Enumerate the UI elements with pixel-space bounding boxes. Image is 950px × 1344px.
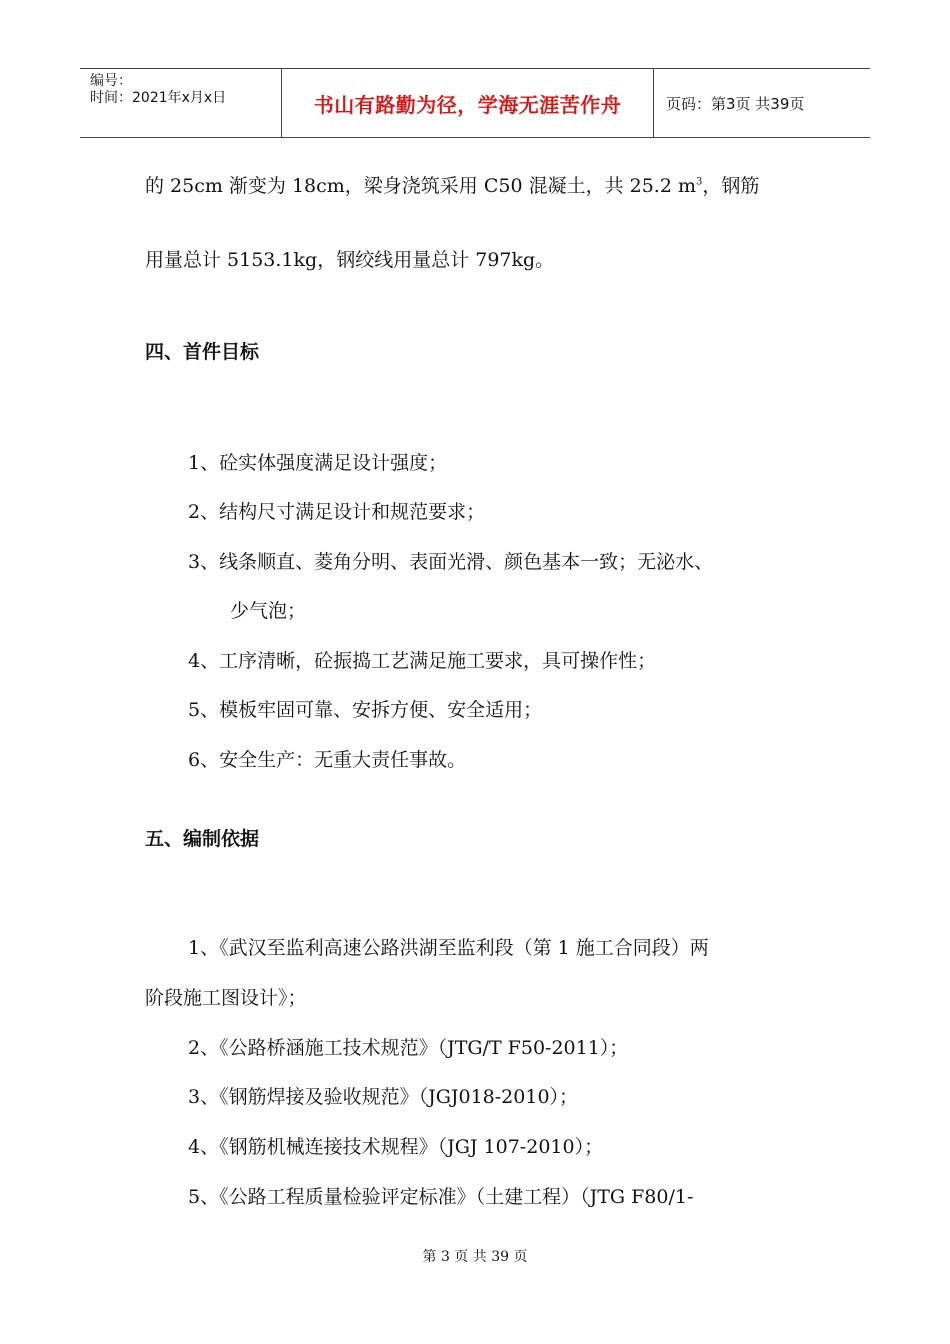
list-item: 3、线条顺直、菱角分明、表面光滑、颜色基本一致；无泌水、 bbox=[188, 551, 714, 573]
list-item: 5、《公路工程质量检验评定标准》（土建工程）（JTG F80/1- bbox=[188, 1186, 694, 1208]
page-footer: 第 3 页 共 39 页 bbox=[422, 1249, 528, 1265]
page-header bbox=[80, 68, 870, 138]
list-item: 2、结构尺寸满足设计和规范要求； bbox=[188, 501, 486, 523]
document-number-label: 编号： bbox=[90, 73, 132, 89]
list-item-continuation: 阶段施工图设计》； bbox=[145, 987, 307, 1009]
list-item: 1、砼实体强度满足设计强度； bbox=[188, 452, 448, 474]
list-item: 6、安全生产：无重大责任事故。 bbox=[188, 749, 467, 771]
header-motto-cell bbox=[282, 69, 654, 137]
list-item: 4、工序清晰，砼振捣工艺满足施工要求，具可操作性； bbox=[188, 650, 657, 672]
header-page-info: 页码：第3页 共39页 bbox=[666, 94, 805, 113]
list-item: 4、《钢筋机械连接技术规程》（JGJ 107-2010）； bbox=[188, 1136, 604, 1158]
list-item: 5、模板牢固可靠、安拆方便、安全适用； bbox=[188, 699, 543, 721]
intro-line-1-tail: ，钢筋 bbox=[702, 175, 760, 197]
list-item: 1、《武汉至监利高速公路洪湖至监利段（第 1 施工合同段）两 bbox=[188, 937, 709, 959]
list-item: 3、《钢筋焊接及验收规范》（JGJ018-2010）； bbox=[188, 1086, 579, 1108]
document-date: 时间：2021年x月x日 bbox=[90, 90, 227, 106]
header-motto: 书山有路勤为径，学海无涯苦作舟 bbox=[313, 92, 622, 117]
section-4-title: 四、首件目标 bbox=[145, 341, 260, 363]
list-item: 2、《公路桥涵施工技术规范》（JTG/T F50-2011）； bbox=[188, 1037, 629, 1059]
list-item-continuation: 少气泡； bbox=[230, 600, 307, 622]
intro-line-1 bbox=[145, 174, 759, 198]
header-meta-cell bbox=[80, 69, 282, 137]
cubic-superscript: 3 bbox=[695, 176, 703, 188]
intro-line-1-text: 的 25cm 渐变为 18cm，梁身浇筑采用 C50 混凝土，共 25.2 m bbox=[145, 175, 696, 197]
header-page-cell bbox=[654, 69, 870, 137]
section-5-title: 五、编制依据 bbox=[145, 828, 260, 850]
intro-line-2: 用量总计 5153.1kg，钢绞线用量总计 797kg。 bbox=[145, 249, 555, 271]
